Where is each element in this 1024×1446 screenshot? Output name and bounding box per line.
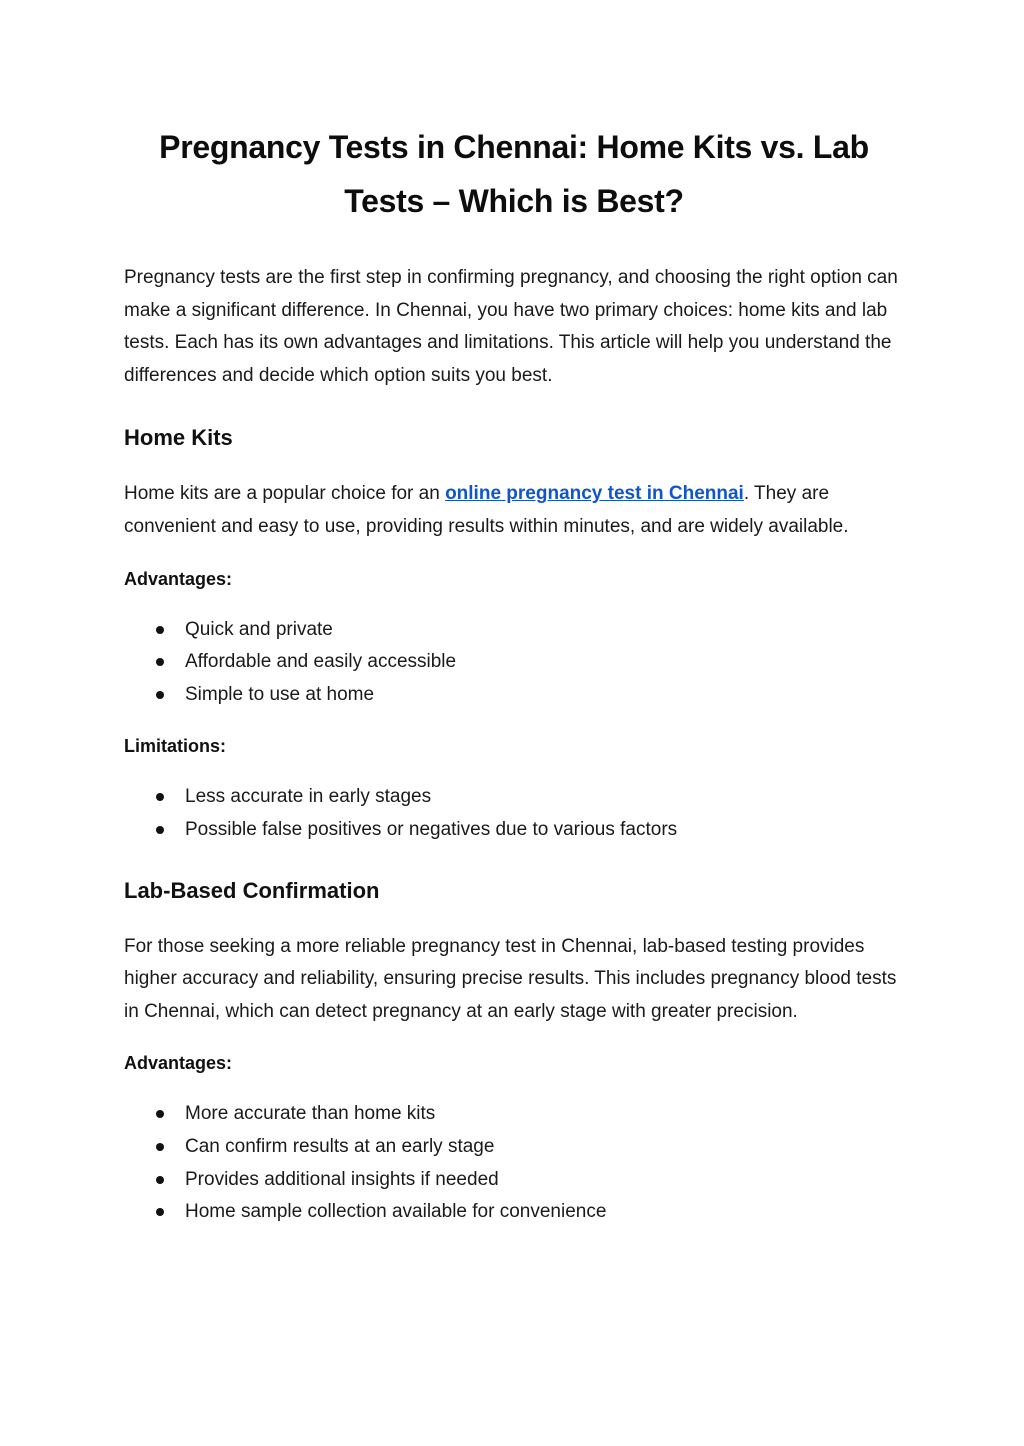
bullet-icon bbox=[156, 1110, 164, 1118]
lab-based-paragraph: For those seeking a more reliable pregnancy test in Chennai, lab-based testing provides higher accuracy and reliability, ensuring precise results. This includes pregnancy blood tests in Chennai, which can detect pregnancy at an early stage with greater precision. bbox=[124, 935, 897, 1022]
list-item bbox=[124, 679, 904, 712]
home-kits-text-before-link: Home kits are a popular choice for an bbox=[124, 483, 446, 505]
home-kits-advantages-heading: Advantages: bbox=[124, 568, 233, 589]
list-item-text: Possible false positives or negatives due to various factors bbox=[185, 818, 678, 840]
bullet-icon bbox=[156, 1176, 164, 1184]
list-item bbox=[124, 646, 904, 679]
lab-advantages-heading: Advantages: bbox=[124, 1053, 233, 1074]
home-kits-limitations-list bbox=[124, 781, 904, 846]
list-item-text: Affordable and easily accessible bbox=[185, 651, 457, 673]
bullet-icon bbox=[156, 793, 164, 801]
list-item bbox=[124, 1098, 904, 1131]
lab-advantages-list bbox=[124, 1098, 904, 1228]
home-kits-advantages-list bbox=[124, 614, 904, 712]
intro-paragraph: Pregnancy tests are the first step in confirming pregnancy, and choosing the right option can make a significant difference. In Chennai, you have two primary choices: home kits and lab tests. Each has its own advantages and limitations. This article will help you understand the differences and decide which option suits you best. bbox=[124, 267, 898, 386]
list-item-text: Quick and private bbox=[185, 618, 333, 640]
bullet-icon bbox=[156, 658, 164, 666]
bullet-icon bbox=[156, 1143, 164, 1151]
list-item bbox=[124, 781, 904, 814]
list-item-text: Provides additional insights if needed bbox=[185, 1168, 499, 1190]
online-pregnancy-test-link[interactable]: online pregnancy test in Chennai bbox=[445, 483, 744, 505]
page-title: Pregnancy Tests in Chennai: Home Kits vs. Lab Tests – Which is Best? bbox=[159, 129, 869, 219]
bullet-icon bbox=[156, 826, 164, 834]
bullet-icon bbox=[156, 1208, 164, 1216]
document-body bbox=[124, 120, 904, 1229]
list-item-text: Home sample collection available for convenience bbox=[185, 1201, 607, 1223]
list-item-text: More accurate than home kits bbox=[185, 1103, 436, 1125]
list-item-text: Less accurate in early stages bbox=[185, 786, 432, 808]
home-kits-limitations-heading: Limitations: bbox=[124, 736, 226, 757]
list-item-text: Simple to use at home bbox=[185, 683, 375, 705]
home-kits-paragraph bbox=[124, 478, 904, 543]
list-item bbox=[124, 1164, 904, 1197]
lab-based-heading: Lab-Based Confirmation bbox=[124, 877, 380, 903]
home-kits-heading: Home Kits bbox=[124, 425, 233, 451]
list-item bbox=[124, 814, 904, 847]
bullet-icon bbox=[156, 691, 164, 699]
list-item bbox=[124, 1196, 904, 1229]
bullet-icon bbox=[156, 626, 164, 634]
list-item-text: Can confirm results at an early stage bbox=[185, 1135, 495, 1157]
home-kits-text-after-link: . They are convenient and easy to use, providing results within minutes, and are widely available. bbox=[124, 483, 849, 537]
list-item bbox=[124, 1131, 904, 1164]
list-item bbox=[124, 614, 904, 647]
